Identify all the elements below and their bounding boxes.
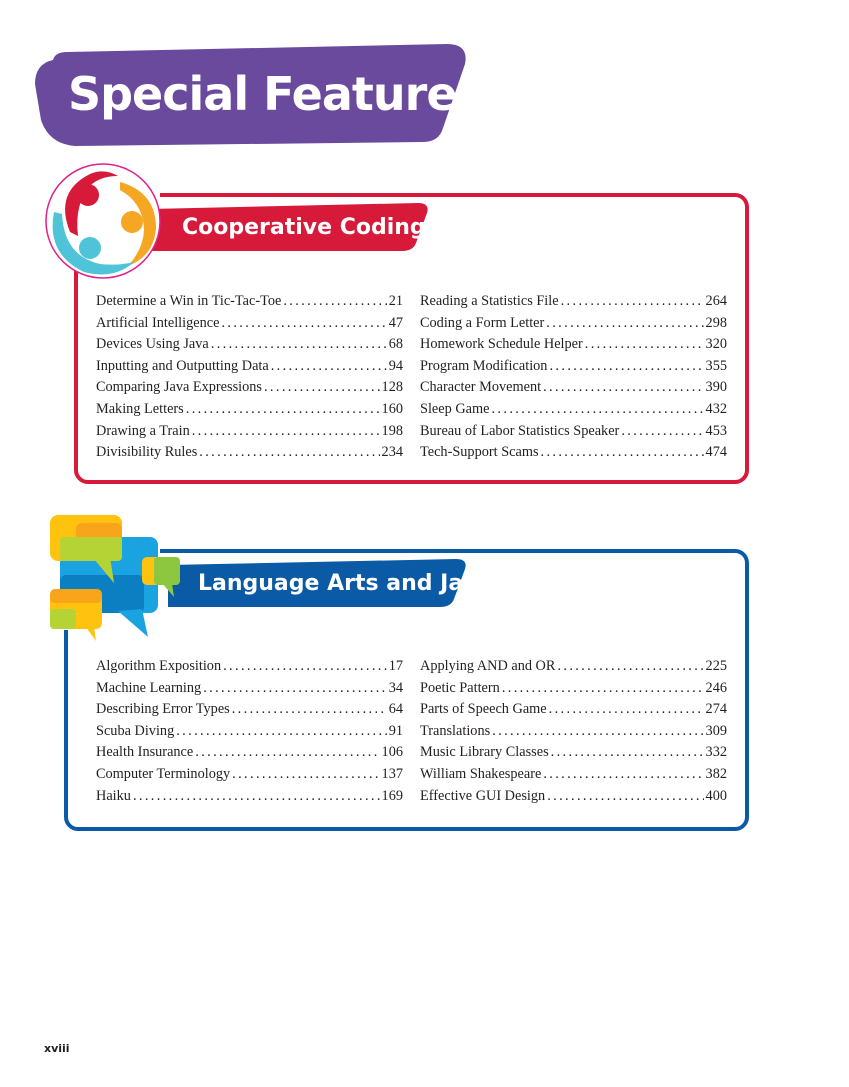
leader-dots (549, 358, 703, 375)
toc-entry-page: 47 (388, 314, 403, 331)
toc-entry-page: 264 (705, 293, 727, 309)
toc-entry-page: 274 (705, 701, 727, 718)
language-arts-left-column (96, 658, 403, 809)
toc-entry-page: 390 (705, 379, 727, 396)
toc-entry-title: Scuba Diving (96, 722, 175, 739)
toc-entry[interactable] (96, 401, 403, 423)
toc-entry[interactable] (420, 315, 727, 337)
leader-dots (232, 766, 379, 783)
leader-dots (547, 788, 703, 805)
toc-entry-title: William Shakespeare (420, 765, 542, 782)
toc-entry-title: Comparing Java Expressions (96, 379, 262, 396)
toc-entry-title: Sleep Game (420, 400, 490, 417)
leader-dots (492, 723, 703, 740)
toc-entry-title: Haiku (96, 787, 131, 804)
leader-dots (264, 379, 380, 396)
cooperative-coding-banner (150, 203, 430, 251)
leader-dots (199, 444, 379, 461)
toc-entry-page: 169 (381, 787, 403, 804)
toc-entry-page: 355 (705, 357, 727, 374)
toc-entry[interactable] (420, 358, 727, 380)
leader-dots (585, 336, 704, 353)
toc-entry-title: Health Insurance (96, 744, 194, 761)
toc-entry-page: 432 (705, 400, 727, 417)
toc-entry[interactable] (420, 744, 727, 766)
toc-entry[interactable] (96, 293, 403, 315)
leader-dots (186, 401, 380, 418)
leader-dots (621, 423, 703, 440)
section-title: Language Arts and Java (198, 571, 493, 596)
leader-dots (223, 658, 387, 675)
leader-dots (176, 723, 386, 740)
toc-entry-title: Algorithm Exposition (96, 658, 222, 674)
cooperative-coding-left-column (96, 293, 403, 466)
toc-entry[interactable] (96, 423, 403, 445)
toc-entry-page: 320 (705, 336, 727, 353)
toc-entry-title: Reading a Statistics File (420, 293, 559, 309)
leader-dots (543, 766, 703, 783)
toc-entry[interactable] (420, 293, 727, 315)
leader-dots (502, 680, 704, 697)
toc-entry-title: Music Library Classes (420, 744, 549, 761)
leader-dots (203, 680, 387, 697)
leader-dots (549, 701, 704, 718)
toc-entry-title: Homework Schedule Helper (420, 336, 583, 353)
toc-entry[interactable] (420, 336, 727, 358)
people-circle-icon (44, 162, 164, 280)
toc-entry-page: 94 (388, 357, 403, 374)
leader-dots (557, 658, 703, 675)
language-arts-banner (168, 559, 493, 607)
toc-entry[interactable] (96, 701, 403, 723)
toc-entry-title: Determine a Win in Tic-Tac-Toe (96, 293, 282, 309)
toc-entry-title: Character Movement (420, 379, 542, 396)
leader-dots (541, 444, 704, 461)
toc-entry-title: Making Letters (96, 400, 184, 417)
cooperative-coding-right-column (420, 293, 727, 466)
toc-entry-page: 137 (381, 765, 403, 782)
toc-entry-title: Coding a Form Letter (420, 314, 545, 331)
speech-bubbles-icon (48, 513, 182, 641)
leader-dots (221, 315, 386, 332)
leader-dots (491, 401, 703, 418)
leader-dots (195, 744, 379, 761)
leader-dots (551, 744, 704, 761)
toc-entry[interactable] (420, 680, 727, 702)
toc-entry[interactable] (420, 766, 727, 788)
toc-entry[interactable] (420, 379, 727, 401)
toc-entry-title: Parts of Speech Game (420, 701, 547, 718)
leader-dots (192, 423, 380, 440)
toc-entry[interactable] (96, 658, 403, 680)
toc-entry[interactable] (96, 315, 403, 337)
toc-entry[interactable] (420, 723, 727, 745)
toc-entry[interactable] (420, 788, 727, 810)
toc-entry-title: Describing Error Types (96, 701, 230, 718)
toc-entry-title: Translations (420, 722, 491, 739)
toc-entry-title: Tech-Support Scams (420, 444, 539, 461)
toc-entry[interactable] (420, 701, 727, 723)
toc-entry[interactable] (96, 744, 403, 766)
toc-entry-page: 474 (705, 444, 727, 461)
toc-entry-title: Machine Learning (96, 679, 202, 696)
toc-entry-page: 21 (388, 293, 403, 309)
leader-dots (211, 336, 387, 353)
toc-entry-title: Program Modification (420, 357, 548, 374)
leader-dots (561, 293, 704, 310)
toc-entry-title: Artificial Intelligence (96, 314, 220, 331)
leader-dots (543, 379, 703, 396)
toc-entry-page: 225 (705, 658, 727, 674)
section-title: Cooperative Coding (182, 215, 426, 240)
toc-entry-page: 17 (388, 658, 403, 674)
toc-entry[interactable] (420, 658, 727, 680)
page-title: Special Features (68, 67, 483, 121)
toc-entry[interactable] (96, 336, 403, 358)
toc-entry-page: 68 (388, 336, 403, 353)
toc-entry[interactable] (420, 423, 727, 445)
toc-entry[interactable] (420, 401, 727, 423)
toc-entry-title: Drawing a Train (96, 422, 190, 439)
toc-entry-page: 91 (388, 722, 403, 739)
toc-entry-title: Bureau of Labor Statistics Speaker (420, 422, 620, 439)
leader-dots (546, 315, 703, 332)
toc-entry-page: 298 (705, 314, 727, 331)
toc-entry-title: Inputting and Outputting Data (96, 357, 269, 374)
toc-entry-page: 309 (705, 722, 727, 739)
leader-dots (283, 293, 386, 310)
toc-entry[interactable] (96, 766, 403, 788)
language-arts-right-column (420, 658, 727, 809)
toc-entry[interactable] (96, 788, 403, 810)
toc-entry-page: 128 (381, 379, 403, 396)
toc-entry-page: 382 (705, 765, 727, 782)
leader-dots (133, 788, 380, 805)
toc-entry[interactable] (96, 358, 403, 380)
toc-entry-page: 34 (388, 679, 403, 696)
toc-entry-title: Devices Using Java (96, 336, 209, 353)
toc-entry[interactable] (96, 379, 403, 401)
leader-dots (271, 358, 387, 375)
toc-entry-page: 198 (381, 422, 403, 439)
page-number: xviii (44, 1042, 70, 1055)
toc-entry-title: Applying AND and OR (420, 658, 556, 674)
toc-entry-page: 160 (381, 400, 403, 417)
toc-entry-page: 400 (705, 787, 727, 804)
toc-entry[interactable] (96, 444, 403, 466)
toc-entry-page: 234 (381, 444, 403, 461)
leader-dots (232, 701, 387, 718)
toc-entry-title: Computer Terminology (96, 765, 231, 782)
toc-entry-title: Divisibility Rules (96, 444, 198, 461)
toc-entry-title: Poetic Pattern (420, 679, 500, 696)
toc-entry-page: 106 (381, 744, 403, 761)
toc-entry-page: 453 (705, 422, 727, 439)
toc-entry-title: Effective GUI Design (420, 787, 546, 804)
toc-entry-page: 64 (388, 701, 403, 718)
toc-entry-page: 332 (705, 744, 727, 761)
toc-entry[interactable] (420, 444, 727, 466)
toc-entry-page: 246 (705, 679, 727, 696)
toc-entry[interactable] (96, 680, 403, 702)
toc-entry[interactable] (96, 723, 403, 745)
